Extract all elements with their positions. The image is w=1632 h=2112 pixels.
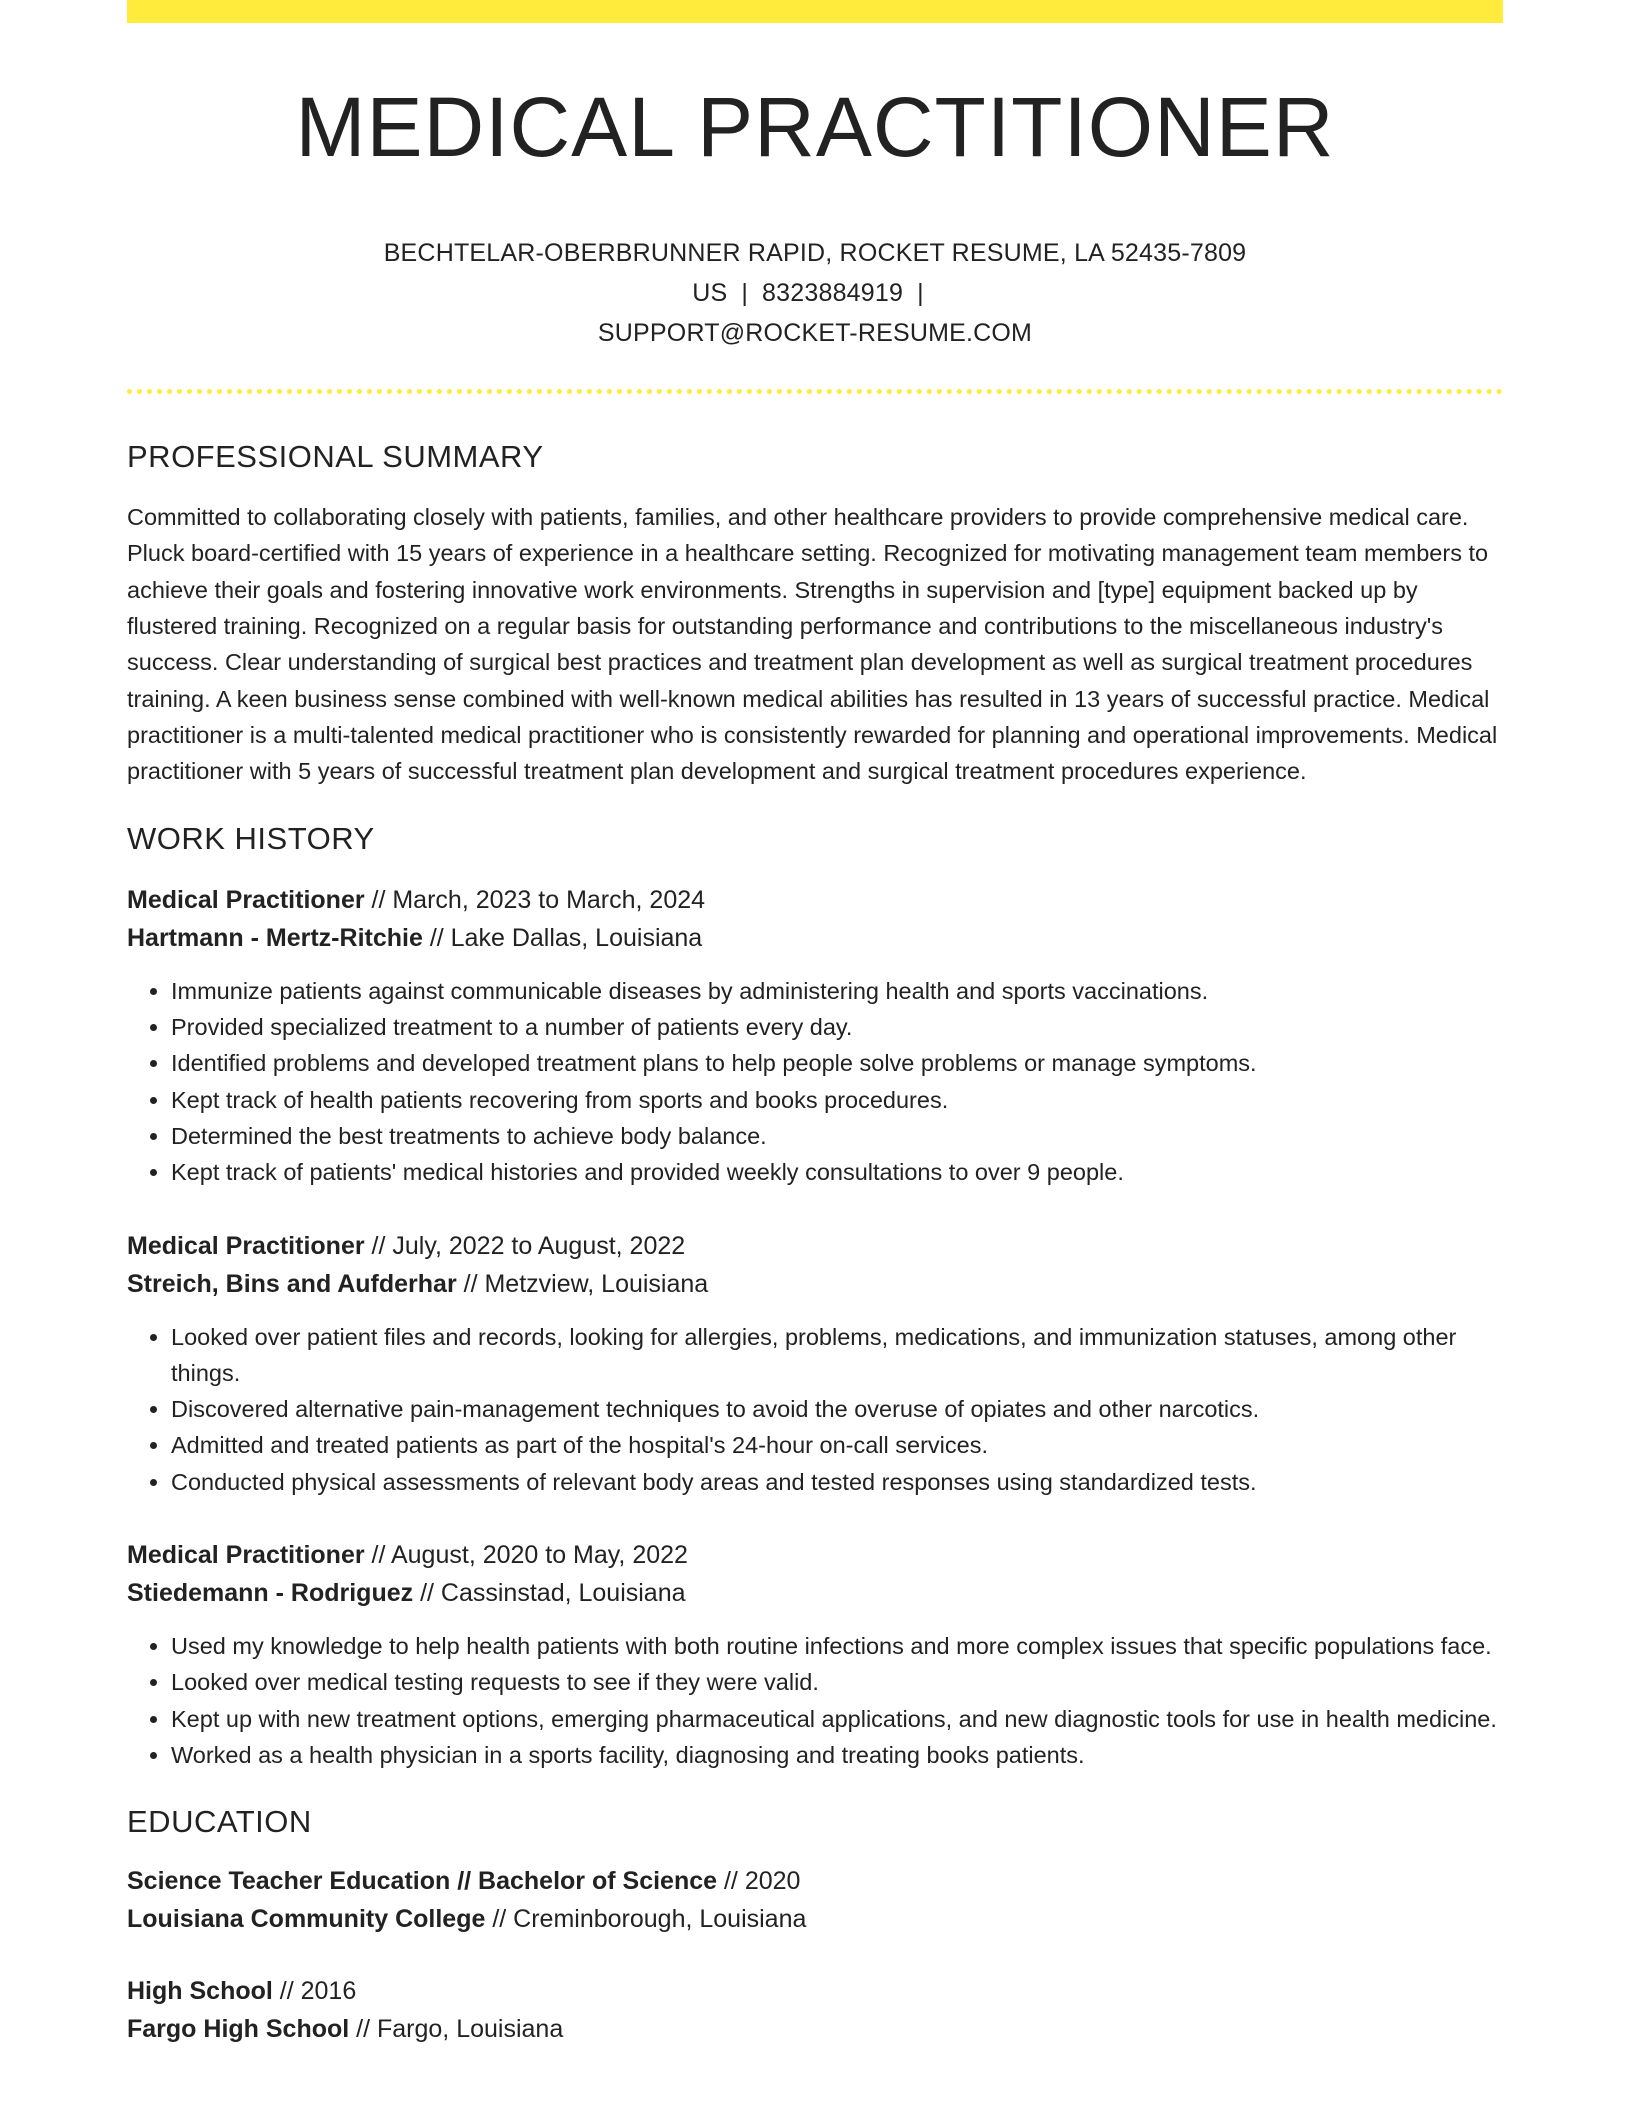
- contact-email: SUPPORT@ROCKET-RESUME.COM: [597, 319, 1033, 347]
- job-bullets: [127, 1319, 1503, 1500]
- job-dates: // July, 2022 to August, 2022: [364, 1231, 686, 1260]
- job-dates: // August, 2020 to May, 2022: [364, 1541, 688, 1570]
- list-item: • Used my knowledge to help health patients with both routine infections and more complex issues that specific populations face.: [171, 1628, 1503, 1664]
- job-company-line: [127, 1265, 1503, 1303]
- list-item: • Conducted physical assessments of relevant body areas and tested responses using standardized tests.: [171, 1464, 1503, 1500]
- contact-address: BECHTELAR-OBERBRUNNER RAPID, ROCKET RESUME, LA 52435-7809 US: [383, 239, 1247, 307]
- job-role: Medical Practitioner: [127, 885, 365, 914]
- education-location: // Fargo, Louisiana: [349, 2015, 564, 2044]
- list-item: • Kept up with new treatment options, emerging pharmaceutical applications, and new diagnostic tools for use in health medicine.: [171, 1701, 1503, 1737]
- job-company-line: [127, 919, 1503, 957]
- education-school: Louisiana Community College: [127, 1905, 486, 1934]
- list-item: • Identified problems and developed treatment plans to help people solve problems or manage symptoms.: [171, 1045, 1503, 1081]
- education-degree-line: [127, 1862, 1503, 1900]
- education-school: Fargo High School: [127, 2015, 350, 2044]
- job-location: // Lake Dallas, Louisiana: [422, 923, 703, 952]
- education-year: // 2020: [717, 1867, 801, 1896]
- job-location: // Metzview, Louisiana: [456, 1269, 709, 1298]
- education-entry: [127, 1972, 1503, 2048]
- education-school-line: [127, 2010, 1503, 2048]
- resume-name: MEDICAL PRACTITIONER: [295, 80, 1335, 174]
- job-company: Hartmann - Mertz-Ritchie: [127, 923, 423, 952]
- list-item: • Worked as a health physician in a sports facility, diagnosing and treating books patients.: [171, 1737, 1503, 1773]
- list-item: • Admitted and treated patients as part of the hospital's 24-hour on-call services.: [171, 1427, 1503, 1463]
- education-year: // 2016: [272, 1977, 357, 2006]
- job-dates: // March, 2023 to March, 2024: [364, 885, 706, 914]
- job-title-line: [127, 1227, 1503, 1265]
- job-title-line: [127, 881, 1503, 919]
- contact-separator: |: [917, 279, 924, 307]
- contact-phone: 8323884919: [762, 279, 904, 307]
- job-entry: [127, 881, 1503, 1191]
- job-company-line: [127, 1574, 1503, 1612]
- education-school-line: [127, 1900, 1503, 1938]
- job-role: Medical Practitioner: [127, 1231, 365, 1260]
- summary-title: PROFESSIONAL SUMMARY: [127, 439, 544, 474]
- job-company: Streich, Bins and Aufderhar: [127, 1269, 457, 1298]
- list-item: • Discovered alternative pain-management techniques to avoid the overuse of opiates and other narcotics.: [171, 1391, 1503, 1427]
- list-item: • Kept track of patients' medical histories and provided weekly consultations to over 9 people.: [171, 1154, 1503, 1190]
- job-bullets: [127, 1628, 1503, 1773]
- list-item: • Looked over patient files and records, looking for allergies, problems, medications, and immunization statuses, among other things.: [171, 1319, 1503, 1392]
- header-divider: [127, 389, 1503, 394]
- job-location: // Cassinstad, Louisiana: [413, 1579, 686, 1608]
- contact-info: [265, 233, 1365, 353]
- list-item: • Looked over medical testing requests to see if they were valid.: [171, 1664, 1503, 1700]
- work-history-title: WORK HISTORY: [127, 820, 375, 856]
- list-item: • Provided specialized treatment to a number of patients every day.: [171, 1009, 1503, 1045]
- top-accent-bar: [127, 0, 1503, 23]
- job-company: Stiedemann - Rodriguez: [127, 1579, 414, 1608]
- list-item: • Immunize patients against communicable diseases by administering health and sports vaccinations.: [171, 973, 1503, 1009]
- job-bullets: [127, 973, 1503, 1191]
- resume-page: [127, 0, 1503, 2048]
- job-role: Medical Practitioner: [127, 1541, 365, 1570]
- job-entry: [127, 1227, 1503, 1500]
- list-item: • Kept track of health patients recovering from sports and books procedures.: [171, 1082, 1503, 1118]
- education-degree: High School: [127, 1977, 273, 2006]
- contact-separator: |: [741, 279, 749, 307]
- job-title-line: [127, 1536, 1503, 1574]
- education-degree-line: [127, 1972, 1503, 2010]
- education-title: EDUCATION: [127, 1804, 312, 1840]
- education-entry: [127, 1862, 1503, 1938]
- education-location: // Creminborough, Louisiana: [485, 1905, 807, 1934]
- summary-text: Committed to collaborating closely with patients, families, and other healthcare providers to provide comprehensive medical care. Pluck board-certified with 15 years of experience in a healthcare setting. Recognized for motivating management team members to achieve their goals and fostering innovative work environments. Strengths in supervision and [type] equipment backed up by flustered training. Recognized on a regular basis for outstanding performance and contributions to the miscellaneous industry's success. Clear understanding of surgical best practices and treatment plan development as well as surgical treatment procedures training. A keen business sense combined with well-known medical abilities has resulted in 13 years of successful practice. Medical practitioner is a multi-talented medical practitioner who is consistently rewarded for planning and operational improvements. Medical practitioner with 5 years of successful treatment plan development and surgical treatment procedures experience.: [127, 504, 1498, 785]
- job-entry: [127, 1536, 1503, 1773]
- education-degree: Science Teacher Education // Bachelor of Science: [127, 1867, 718, 1896]
- list-item: • Determined the best treatments to achieve body balance.: [171, 1118, 1503, 1154]
